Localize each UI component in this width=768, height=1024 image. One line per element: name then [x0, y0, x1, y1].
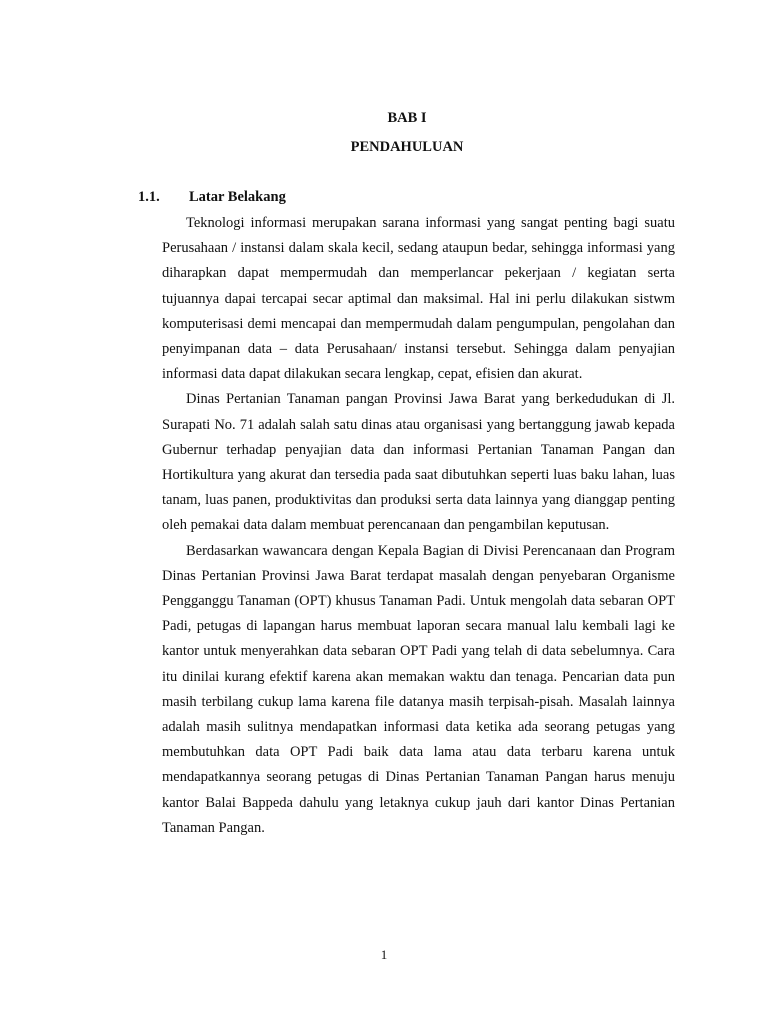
page-number: 1 [380, 947, 388, 962]
paragraph-2: Dinas Pertanian Tanaman pangan Provinsi Jawa Barat yang berkedudukan di Jl. Surapati No. 71 adalah salah satu dinas atau organisasi yang bertanggung jawab kepada Gubernur terhadap penyajian data dan informasi Pertanian Tanaman Pangan dan Hortikultura yang akurat dan tersedia pada saat dibutuhkan seperti luas baku lahan, luas tanam, luas panen, produktivitas dan produksi serta data lainnya yang dianggap penting oleh pemakai data dalam membuat perencanaan dan pengambilan keputusan. [162, 391, 675, 534]
section-heading [138, 187, 658, 207]
section-title: Latar Belakang [189, 189, 286, 205]
section-number: 1.1. [138, 189, 160, 205]
paragraph-1: Teknologi informasi merupakan sarana informasi yang sangat penting bagi suatu Perusahaan / instansi dalam skala kecil, sedang ataupun bedar, sehingga informasi yang diharapkan dapat mempermudah dan memperlancar pekerjaan / kegiatan serta tujuannya dapai tercapai secar aptimal dan maksimal. Hal ini perlu dilakukan sistwm komputerisasi demi mencapai dan mempermudah dalam pengumpulan, pengolahan dan penyimpanan data – data Perusahaan/ instansi tersebut. Sehingga dalam penyajian informasi data dapat dilakukan secara lengkap, cepat, efisien dan akurat. [162, 215, 675, 383]
body-text [162, 211, 675, 841]
paragraph-3: Berdasarkan wawancara dengan Kepala Bagian di Divisi Perencanaan dan Program Dinas Pertanian Provinsi Jawa Barat terdapat masalah dengan penyebaran Organisme Pengganggu Tanaman (OPT) khusus Tanaman Padi. Untuk mengolah data sebaran OPT Padi, petugas di lapangan harus membuat laporan secara manual lalu kembali lagi ke kantor untuk menyerahkan data sebaran OPT Padi yang telah di data sebelumnya. Cara itu dinilai kurang efektif karena akan memakan waktu dan tenaga. Pencarian data pun masih terbilang cukup lama karena file datanya masih terpisah-pisah. Masalah lainnya adalah masih sulitnya mendapatkan informasi data ketika ada seorang petugas yang membutuhkan data OPT Padi baik data lama atau data terbaru karena untuk mendapatkannya seorang petugas di Dinas Pertanian Tanaman Pangan harus menuju kantor Balai Bappeda dahulu yang letaknya cukup jauh dari kantor Dinas Pertanian Tanaman Pangan. [162, 542, 675, 836]
chapter-number: BAB I [387, 110, 427, 126]
chapter-title: PENDAHULUAN [350, 139, 464, 155]
